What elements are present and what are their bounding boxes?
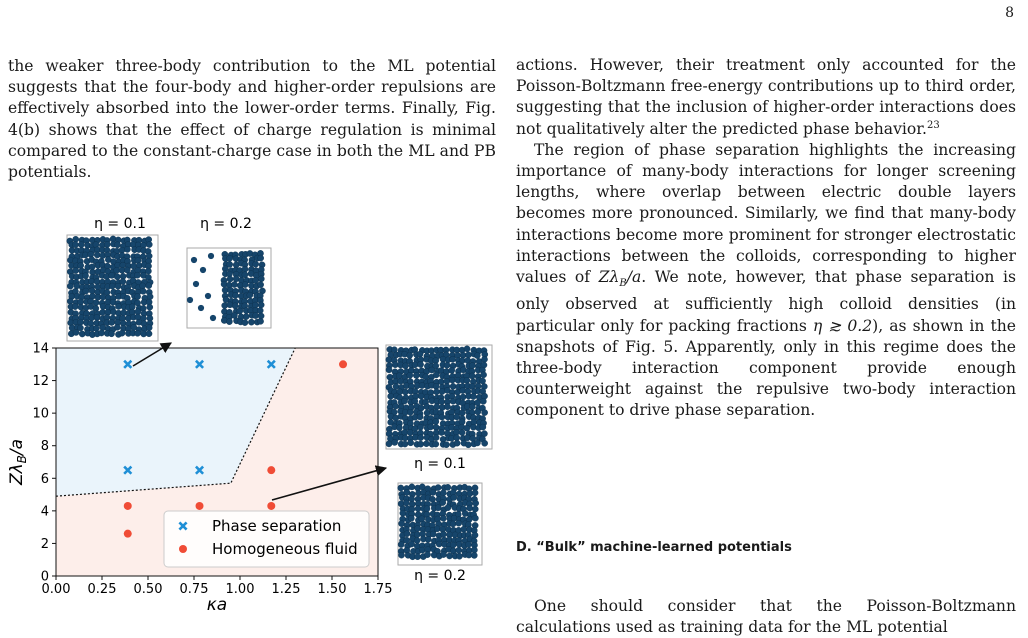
particle <box>443 442 449 448</box>
particle <box>398 541 404 547</box>
snapshot-c <box>386 345 492 472</box>
snapshot-label: η = 0.1 <box>94 216 146 232</box>
particle <box>210 315 216 321</box>
particle <box>109 283 115 289</box>
particle <box>147 294 153 300</box>
particle <box>481 356 487 362</box>
particle <box>450 398 456 404</box>
particle <box>200 267 206 273</box>
particle <box>115 303 121 309</box>
particle <box>417 361 423 367</box>
particle <box>134 330 140 336</box>
particle <box>93 300 99 306</box>
particle <box>73 329 79 335</box>
particle <box>430 489 436 495</box>
particle <box>417 424 423 430</box>
particle <box>446 553 452 559</box>
particle <box>440 551 446 557</box>
particle <box>227 255 233 261</box>
snapshot-particles <box>386 346 488 448</box>
particle <box>73 267 79 273</box>
particle <box>253 277 259 283</box>
x-tick-label: 1.25 <box>271 582 301 597</box>
particle <box>108 331 114 337</box>
particle <box>124 246 130 252</box>
particle <box>433 389 439 395</box>
particle <box>475 409 481 415</box>
citation: 23 <box>927 119 940 131</box>
particle <box>404 489 410 495</box>
particle <box>470 435 476 441</box>
particle <box>398 378 404 384</box>
particle <box>451 494 457 500</box>
particle <box>386 441 392 447</box>
particle <box>482 440 488 446</box>
particle <box>464 425 470 431</box>
particle <box>417 351 423 357</box>
x-tick-label: 0.75 <box>179 582 209 597</box>
particle <box>480 424 486 430</box>
particle <box>409 541 415 547</box>
particle <box>386 367 392 373</box>
particle <box>242 272 248 278</box>
particle <box>114 324 120 330</box>
homogeneous-fluid-point <box>179 545 187 553</box>
particle <box>459 410 465 416</box>
particle <box>456 553 462 559</box>
particle <box>231 281 237 287</box>
particle <box>258 282 264 288</box>
homogeneous-fluid-point <box>124 502 132 510</box>
particle <box>453 429 459 435</box>
y-tick-label: 10 <box>32 406 49 422</box>
particle <box>78 242 84 248</box>
particle <box>402 441 408 447</box>
legend-label-homogeneous-fluid: Homogeneous fluid <box>212 540 358 558</box>
particle <box>433 419 439 425</box>
particle <box>147 304 153 310</box>
particle <box>418 393 424 399</box>
particle <box>247 292 253 298</box>
y-tick-label: 2 <box>40 536 49 552</box>
phase-diagram-figure <box>0 200 505 620</box>
particle <box>467 505 473 511</box>
particle <box>82 273 88 279</box>
particle <box>414 525 420 531</box>
x-tick-label: 0.00 <box>41 582 71 597</box>
particle <box>435 484 441 490</box>
particle <box>439 414 445 420</box>
particle <box>134 272 140 278</box>
particle <box>94 314 100 320</box>
y-tick-label: 12 <box>32 374 49 390</box>
particle <box>469 363 475 369</box>
y-tick-label: 6 <box>40 471 49 487</box>
y-axis-ticks <box>32 342 56 585</box>
particle <box>450 356 456 362</box>
particle <box>465 442 471 448</box>
particle <box>465 357 471 363</box>
particle <box>145 268 151 274</box>
particle <box>409 484 415 490</box>
particle <box>474 400 480 406</box>
particle <box>433 441 439 447</box>
x-tick-label: 1.00 <box>225 582 255 597</box>
particle <box>72 242 78 248</box>
particle <box>83 288 89 294</box>
particle <box>473 500 479 506</box>
page-number: 8 <box>1005 5 1014 21</box>
particle <box>450 521 456 527</box>
x-axis-ticks <box>42 576 393 597</box>
particle <box>146 283 152 289</box>
snapshot-label: η = 0.1 <box>414 456 466 472</box>
particle <box>401 398 407 404</box>
particle <box>418 441 424 447</box>
particle <box>237 308 243 314</box>
particle <box>435 505 441 511</box>
particle <box>412 362 418 368</box>
particle <box>242 320 248 326</box>
particle <box>464 346 470 352</box>
particle <box>232 303 238 309</box>
particle <box>403 500 409 506</box>
particle <box>464 377 470 383</box>
y-tick-label: 0 <box>40 569 49 585</box>
particle <box>472 490 478 496</box>
particle <box>414 537 420 543</box>
right-column <box>516 55 1016 422</box>
particle <box>407 372 413 378</box>
particle <box>419 484 425 490</box>
snapshot-particles <box>67 236 153 338</box>
particle <box>398 485 404 491</box>
particle <box>93 325 99 331</box>
particle <box>418 435 424 441</box>
x-tick-label: 0.25 <box>87 582 117 597</box>
particle <box>423 441 429 447</box>
y-tick-label: 4 <box>40 504 49 520</box>
particle <box>474 440 480 446</box>
particle <box>482 410 488 416</box>
particle <box>146 241 152 247</box>
particle <box>94 252 100 258</box>
particle <box>146 325 152 331</box>
y-axis-label: $Z\lambda_B/a$ <box>7 438 29 486</box>
particle <box>198 305 204 311</box>
particle <box>408 515 414 521</box>
particle <box>193 281 199 287</box>
particle <box>424 506 430 512</box>
math-expression: η ≳ 0.2 <box>812 316 873 335</box>
particle <box>433 435 439 441</box>
particle <box>227 276 233 282</box>
particle <box>398 521 404 527</box>
particle <box>440 531 446 537</box>
particle <box>415 506 421 512</box>
particle <box>140 283 146 289</box>
snapshot-b <box>187 216 271 328</box>
particle <box>257 318 263 324</box>
particle <box>402 389 408 395</box>
snapshot-a <box>67 216 158 341</box>
particle <box>114 274 120 280</box>
particle <box>115 283 121 289</box>
particle <box>258 255 264 261</box>
particle <box>440 499 446 505</box>
particle <box>424 410 430 416</box>
particle <box>465 541 471 547</box>
particle <box>205 293 211 299</box>
particle <box>257 307 263 313</box>
particle <box>445 484 451 490</box>
particle <box>253 261 259 267</box>
particle <box>480 398 486 404</box>
homogeneous-fluid-point <box>339 360 347 368</box>
particle <box>226 319 232 325</box>
math-expression: $Z\lambda_B/a$ <box>598 268 642 290</box>
particle <box>419 382 425 388</box>
particle <box>438 429 444 435</box>
x-tick-label: 1.75 <box>363 582 393 597</box>
snapshot-label: η = 0.2 <box>414 568 466 584</box>
particle <box>407 352 413 358</box>
particle <box>471 552 477 558</box>
particle <box>258 276 264 282</box>
particle <box>187 297 193 303</box>
particle <box>243 313 249 319</box>
particle <box>456 547 462 553</box>
particle <box>402 363 408 369</box>
particle <box>392 439 398 445</box>
particle <box>400 510 406 516</box>
particle <box>413 372 419 378</box>
particle <box>430 531 436 537</box>
particle <box>434 404 440 410</box>
particle <box>440 490 446 496</box>
homogeneous-fluid-point <box>267 502 275 510</box>
x-tick-label: 1.50 <box>317 582 347 597</box>
particle <box>472 506 478 512</box>
particle <box>120 278 126 284</box>
particle <box>252 312 258 318</box>
particle <box>72 303 78 309</box>
particle <box>444 362 450 368</box>
particle <box>232 292 238 298</box>
particle <box>407 409 413 415</box>
particle <box>470 393 476 399</box>
particle <box>433 372 439 378</box>
particle <box>393 383 399 389</box>
particle <box>396 425 402 431</box>
particle <box>146 331 152 337</box>
paragraph-3: One should consider that the Poisson-Boltzmann calculations used as training data for the ML potential <box>516 597 1016 637</box>
particle <box>417 414 423 420</box>
particle <box>258 302 264 308</box>
particle <box>79 331 85 337</box>
paragraph-2: The region of phase separation highlights the increasing importance of many-body interactions for longer screening lengths, where overlap between electric double layers becomes more pronounced. Similarly, we find that many-body interactions become more prominent for stronger electrostatic interactions between the colloids, corresponding to higher values of $Z\lambda_B/a$. We note, however, that phase separation is only observed at sufficiently high colloid densities (in particular only for packing fractions η ≳ 0.2), as shown in the snapshots of Fig. 5. Apparently, only in this regime does the three-body interaction component provide enough counterweight against the repulsive two-body interaction component to drive phase separation. <box>516 140 1017 420</box>
particle <box>449 367 455 373</box>
particle <box>119 330 125 336</box>
particle <box>242 281 248 287</box>
particle <box>208 253 214 259</box>
particle <box>67 298 73 304</box>
particle <box>396 373 402 379</box>
y-tick-label: 8 <box>40 439 49 455</box>
homogeneous-fluid-point <box>196 502 204 510</box>
particle <box>109 319 115 325</box>
snapshot-d <box>398 483 482 584</box>
homogeneous-fluid-point <box>267 466 275 474</box>
particle <box>415 554 421 560</box>
particle <box>464 435 470 441</box>
particle <box>472 515 478 521</box>
particle <box>436 541 442 547</box>
particle <box>449 377 455 383</box>
particle <box>454 414 460 420</box>
particle <box>408 440 414 446</box>
particle <box>479 378 485 384</box>
particle <box>469 404 475 410</box>
particle <box>450 383 456 389</box>
particle <box>480 372 486 378</box>
particle <box>98 330 104 336</box>
particle <box>454 440 460 446</box>
particle <box>404 531 410 537</box>
particle <box>393 403 399 409</box>
particle <box>445 505 451 511</box>
particle <box>440 515 446 521</box>
particle <box>78 262 84 268</box>
particle <box>191 257 197 263</box>
particle <box>248 319 254 325</box>
y-tick-label: 14 <box>32 341 49 357</box>
particle <box>469 373 475 379</box>
particle <box>424 552 430 558</box>
snapshot-label: η = 0.2 <box>200 216 252 232</box>
paragraph-1: actions. However, their treatment only accounted for the Poisson-Boltzmann free-energy contributions up to third order, suggesting that the inclusion of higher-order interactions does not qualitatively alter the predicted phase behavior.$^{23}$ <box>516 56 1016 138</box>
section-heading: D. “Bulk” machine-learned potentials <box>516 540 792 555</box>
particle <box>459 429 465 435</box>
particle <box>104 241 110 247</box>
particle <box>461 526 467 532</box>
particle <box>407 429 413 435</box>
particle <box>444 404 450 410</box>
x-tick-label: 0.50 <box>133 582 163 597</box>
particle <box>388 393 394 399</box>
particle <box>460 394 466 400</box>
particle <box>474 353 480 359</box>
legend <box>164 511 369 567</box>
particle <box>465 352 471 358</box>
particle <box>425 536 431 542</box>
particle <box>74 283 80 289</box>
particle <box>429 367 435 373</box>
particle <box>114 242 120 248</box>
body-paragraph-left: the weaker three-body contribution to the ML potential suggests that the four-body and higher-order repulsions are effectively absorbed into the lower-order terms. Finally, Fig. 4(b) shows that the effect of charge regulation is minimal compared to the constant-charge case in both the ML and PB potentials. <box>8 57 496 182</box>
x-axis-label: κa <box>206 595 228 615</box>
particle <box>242 266 248 272</box>
legend-label-phase-separation: Phase separation <box>212 517 342 535</box>
particle <box>67 283 73 289</box>
particle <box>140 288 146 294</box>
particle <box>109 272 115 278</box>
particle <box>438 399 444 405</box>
particle <box>438 379 444 385</box>
homogeneous-fluid-point <box>124 530 132 538</box>
particle <box>398 552 404 558</box>
particle <box>456 520 462 526</box>
